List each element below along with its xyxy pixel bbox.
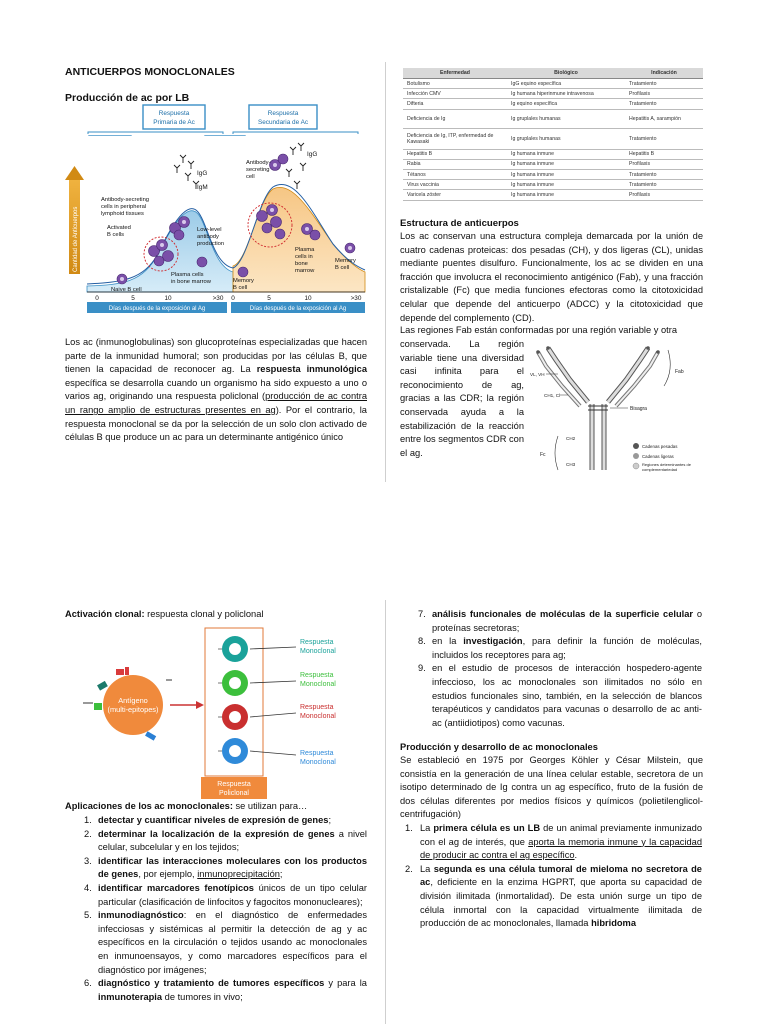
table-cell: Tratamiento [625,79,703,89]
page-1 [0,0,768,500]
structure-paragraph-1: Los ac conservan una estructura compleja demarcada por la unión de cuatro cadenas proteicas: dos pesadas (CH), y dos ligeras (CL), unidas mediante puentes disulfuro. Funcionalmente, los ac se dividen en una fracción que involucra el reconocimiento antigénico (Fab), y una fracción cristalizable (Fc) que media funciones efectoras como la citotoxicidad celular que depende del anticuerpo (ADCC) y la citotoxicidad que depende del complemento (CD). [400,231,703,323]
igm-label: IgM [197,184,208,191]
structure-paragraph-2-line: Las regiones Fab están conformadas por una región variable y otra [400,325,678,335]
ch2-label: CH2 [566,436,576,441]
list-item: 6. diagnóstico y tratamiento de tumores específicos y para la inmunoterapia de tumores in vivo; [84,978,367,1002]
memory-b-label-2: Memory B cell [335,258,356,271]
list-item: 9. en el estudio de procesos de interacción hospedero-agente infeccioso, los ac monoclonales son ilimitados no sólo en estudios funcionales sino, también, en la selección de blancos terapéuticos y candidatos para vacunas o desarrollo de ac anti-ac (antiidiotipos) como vacunas. [418,663,702,728]
table-row [403,99,703,109]
table-cell: Hepatitis B [403,149,507,159]
table-row [403,128,703,149]
table-cell: Tratamiento [625,169,703,179]
tick-2-5: 5 [267,295,271,302]
table-cell: Profilaxis [625,190,703,200]
igg-label-2: IgG [307,151,318,158]
table-row [403,169,703,179]
table-header: Enfermedad [403,68,507,79]
table-cell: Profilaxis [625,89,703,99]
ab-secreting-label: Antibody-secreting cell [246,160,271,180]
table-header: Biológico [507,68,625,79]
x-axis-label-1: Días después de la exposición al Ag [108,306,206,312]
table-cell: Tratamiento [625,180,703,190]
table-cell: Ig equino específica [507,99,625,109]
monoclonal-label-1: Respuesta Monoclonal [300,639,336,655]
legend-light: Cadenas ligeras [642,454,674,459]
antibody-structure-figure [528,340,706,478]
table-cell: Difteria [403,99,507,109]
table-cell: Infección CMV [403,89,507,99]
section-subtitle: Producción de ac por LB [65,92,190,104]
table-cell: Virus vaccinia [403,180,507,190]
table-cell: Ig humana hiperinmune intravenosa [507,89,625,99]
table-cell: Rabia [403,159,507,169]
monoclonal-label-2: Respuesta Monoclonal [300,672,336,688]
structure-paragraph-2-rest: conservada. La región variable tiene una diversidad casi infinita para el reconocimiento de ag, gracias a las CDR; la región conservada ayuda a la estabilización de la reacción entre los segmentos CDR con el ag. [400,339,525,458]
table-header-row [403,68,703,79]
tick-2-30: >30 [350,295,362,302]
table-cell: Deficiencia de Ig, ITP, enfermedad de Kawasaki [403,128,507,149]
table-cell: Botulismo [403,79,507,89]
policlonal-label: Respuesta Policlonal [217,781,251,797]
secondary-response-label: Respuesta Secundaria de Ac [257,110,309,126]
list-item: 1. La primera célula es un LB de un animal previamente inmunizado con el ag de interés, que aporta la memoria inmune y la capacidad de producir ac contra el ag específico. [405,823,702,861]
fc-label: Fc [540,452,546,458]
naive-b-label: Naive B cell [111,287,142,293]
list-item: 7. análisis funcionales de moléculas de la superficie celular o proteínas secretoras; [418,609,702,633]
table-cell: Deficiencia de Ig [403,109,507,128]
clonal-activation-figure [78,625,368,801]
page-2 [0,600,768,1024]
tick-1-30: >30 [212,295,224,302]
list-item: 8. en la investigación, para definir la función de moléculas, incluidos los receptores para ag; [418,636,702,660]
list-item: 1. detectar y cuantificar niveles de expresión de genes; [84,815,332,825]
ch3-label: CH3 [566,462,576,467]
legend-heavy: Cadenas pesadas [642,444,678,449]
table-row [403,149,703,159]
primary-response-label: Respuesta Primaria de Ac [153,110,195,126]
igg-label-1: IgG [197,170,208,177]
production-list [400,822,702,931]
plasma-bm-label-2: Plasma cells in bone marrow [295,247,315,274]
list-item: 5. inmunodiagnóstico: en el diagnóstico de enfermedades infecciosas y sistémicas al permitir la detección de ag y ac específicos en la circulación o tejidos usando ac monoclonales en inmunoensayos, y como marcadores específicos para el diagnóstico por imágenes; [84,910,367,975]
table-row [403,89,703,99]
tick-1-0: 0 [95,295,99,302]
production-paragraph: Se estableció en 1975 por Georges Köhler y César Milstein, que consistía en la generación de una línea celular estable, secretora de un isotipo determinado de Ig contra un ag específico, fruto de la fusión de dos células diferentes por medios físicos y químicos (polietilenglicol-centrifugación) [400,755,703,820]
table-cell: Ig humana inmune [507,169,625,179]
table-row [403,109,703,128]
document-title: ANTICUERPOS MONOCLONALES [65,66,235,78]
table-cell: Hepatitis A, sarampión [625,109,703,128]
fab-label: Fab [675,369,684,375]
table-cell: IgG equino específica [507,79,625,89]
biologics-table [403,68,703,201]
table-cell: Ig humana inmune [507,180,625,190]
legend-cdr: Regiones determinantes de complementariedad [642,462,691,472]
applications-heading: Aplicaciones de los ac monoclonales: se utilizan para… [65,801,308,811]
vl-vh-label: VL, VH [530,372,545,377]
column-divider [385,600,386,1024]
y-axis-label: Cantidad de Anticuerpos [73,206,79,272]
low-level-label: Low-level antibody production [197,227,225,247]
table-cell: Varicela zóster [403,190,507,200]
intro-paragraph: Los ac (inmunoglobulinas) son glucoproteínas especializadas que hacen parte de la inmunidad humoral; son producidas por las células B, que tienen la capacidad de reconocer ag. La respuesta inmunológica específica se desarrolla cuando un organismo ha sido expuesto a uno o varios ag, originando una respuesta policlonal (producción de ac contra un rango amplio de estructuras presentes en ag). Por el contrario, la respuesta monoclonal se da por la selección de un solo clon activado de células B que produce un ac para un determinante antigénico único [65,337,368,443]
secreting-periph-label: Antibody-secreting cells in peripheral lymphoid tissues [101,197,150,217]
memory-b-label-1: Memory B cell [233,278,254,291]
tick-2-10: 10 [304,295,312,302]
table-row [403,180,703,190]
ch1-cl-label: CH1, Cl [544,393,561,398]
table-row [403,190,703,200]
production-title: Producción y desarrollo de ac monoclonales [400,742,598,752]
tick-1-5: 5 [131,295,135,302]
table-cell: Hepatitis B [625,149,703,159]
bisagra-label: Bisagra [630,406,647,412]
table-cell: Ig humana inmune [507,149,625,159]
monoclonal-label-3: Respuesta Monoclonal [300,704,336,720]
table-cell: Ig humana inmune [507,159,625,169]
list-item: 4. identificar marcadores fenotípicos únicos de un tipo celular particular (clasificación de linfocitos y fagocitos mononucleares); [84,882,367,907]
table-cell: Ig gruplales humanas [507,109,625,128]
tick-2-0: 0 [231,295,235,302]
column-divider [385,62,386,482]
structure-title: Estructura de anticuerpos [400,218,519,229]
table-cell: Tratamiento [625,99,703,109]
table-row [403,79,703,89]
monoclonal-label-4: Respuesta Monoclonal [300,750,336,766]
table-cell: Tétanos [403,169,507,179]
activated-b-label: Activated B cells [107,225,131,238]
table-cell: Ig humana inmune [507,190,625,200]
table-row [403,159,703,169]
table-cell: Profilaxis [625,159,703,169]
applications-list-left [65,814,367,1004]
table-cell: Ig gruplales humanas [507,128,625,149]
plasma-bm-label-1: Plasma cells in bone marrow [171,272,211,285]
applications-list-right [400,608,702,730]
table-header: Indicación [625,68,703,79]
table-cell: Tratamiento [625,128,703,149]
tick-1-10: 10 [164,295,172,302]
list-item: 2. determinar la localización de la expresión de genes a nivel celular, subcelular y en los tejidos; [84,828,367,853]
clonal-activation-heading: Activación clonal: respuesta clonal y policlonal [65,609,264,619]
antibody-response-figure [63,104,368,319]
x-axis-label-2: Días después de la exposición al Ag [249,306,347,312]
list-item: 2. La segunda es una célula tumoral de mieloma no secretora de ac, deficiente en la enzima HGPRT, que aporta su capacidad de división ilimitada (inmortalidad). De esta unión surge un tipo de célula inmortal con la capacidad virtualmente ilimitada de producción de ac monoclonales, llamada hibridoma [405,863,702,929]
list-item: 3. identificar las interacciones moleculares con los productos de genes, por ejemplo, inmunoprecipitación; [84,855,367,880]
antigen-label: Antígeno (multi-epitopes) [107,696,159,714]
